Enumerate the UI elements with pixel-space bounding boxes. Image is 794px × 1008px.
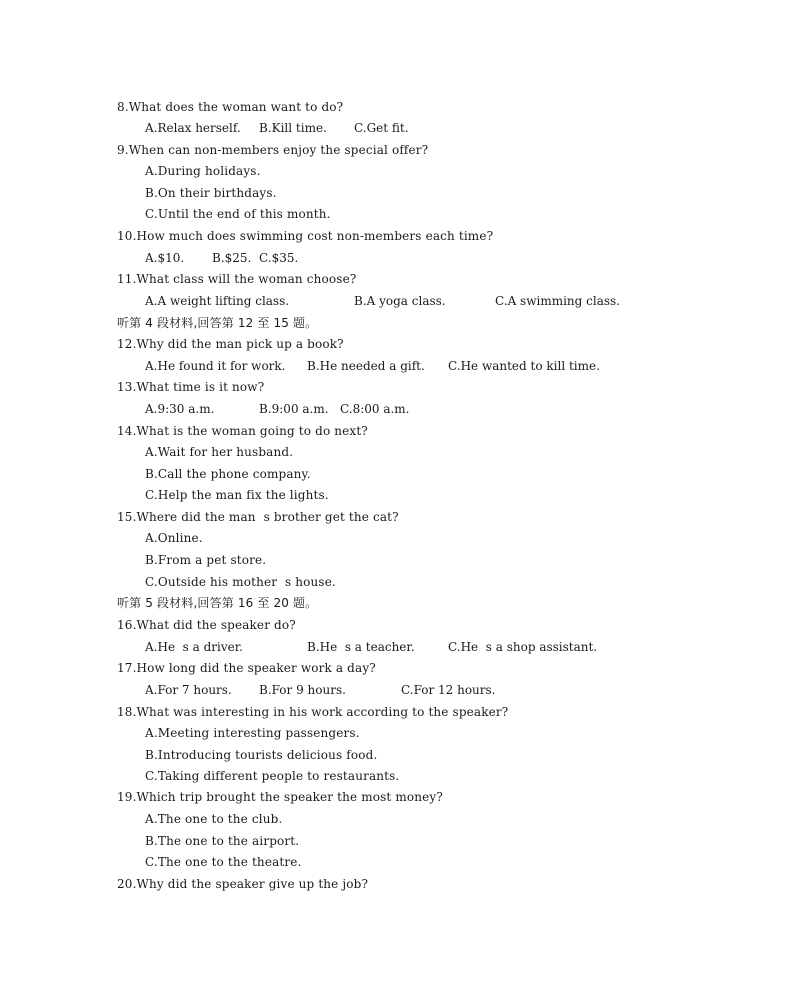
question-10-option-a: A.$10. <box>145 251 185 265</box>
question-16-option-b: B.He s a teacher. <box>307 640 415 654</box>
question-11-option-c: C.A swimming class. <box>495 294 620 308</box>
question-12-option-b: B.He needed a gift. <box>307 359 425 373</box>
question-14-stem: 14.What is the woman going to do next? <box>117 424 368 438</box>
question-16-option-a: A.He s a driver. <box>145 640 243 654</box>
question-18-stem: 18.What was interesting in his work according to the speaker? <box>117 705 509 719</box>
question-18-option-a: A.Meeting interesting passengers. <box>145 726 360 740</box>
question-16-option-c: C.He s a shop assistant. <box>448 640 598 654</box>
question-10-stem: 10.How much does swimming cost non-members each time? <box>117 229 494 243</box>
question-12-option-c: C.He wanted to kill time. <box>448 359 600 373</box>
question-9-option-b: B.On their birthdays. <box>145 186 277 200</box>
question-19-option-a: A.The one to the club. <box>145 812 283 826</box>
question-12-option-a: A.He found it for work. <box>145 359 286 373</box>
question-14-option-c: C.Help the man fix the lights. <box>145 488 329 502</box>
question-15-option-a: A.Online. <box>145 531 203 545</box>
question-9-option-c: C.Until the end of this month. <box>145 207 331 221</box>
question-17-stem: 17.How long did the speaker work a day? <box>117 661 376 675</box>
question-19-option-c: C.The one to the theatre. <box>145 855 302 869</box>
question-11-stem: 11.What class will the woman choose? <box>117 272 357 286</box>
question-9-stem: 9.When can non-members enjoy the special offer? <box>117 143 429 157</box>
question-12-stem: 12.Why did the man pick up a book? <box>117 337 344 351</box>
question-15-stem: 15.Where did the man s brother get the cat? <box>117 510 399 524</box>
question-11-option-b: B.A yoga class. <box>354 294 446 308</box>
question-14-option-a: A.Wait for her husband. <box>145 445 294 459</box>
section-4-instruction: 听第 4 段材料,回答第 12 至 15 题。 <box>117 316 318 330</box>
section-5-instruction: 听第 5 段材料,回答第 16 至 20 题。 <box>117 596 318 610</box>
question-8-option-a: A.Relax herself. <box>145 121 241 135</box>
question-11-option-a: A.A weight lifting class. <box>145 294 290 308</box>
question-17-option-b: B.For 9 hours. <box>259 683 346 697</box>
question-8-stem: 8.What does the woman want to do? <box>117 100 344 114</box>
question-9-option-a: A.During holidays. <box>145 164 261 178</box>
question-18-option-b: B.Introducing tourists delicious food. <box>145 748 378 762</box>
question-13-option-c: C.8:00 a.m. <box>340 402 410 416</box>
question-15-option-b: B.From a pet store. <box>145 553 267 567</box>
question-13-option-a: A.9:30 a.m. <box>145 402 215 416</box>
question-16-stem: 16.What did the speaker do? <box>117 618 296 632</box>
question-10-option-c: C.$35. <box>259 251 299 265</box>
question-18-option-c: C.Taking different people to restaurants. <box>145 769 400 783</box>
question-13-option-b: B.9:00 a.m. <box>259 402 329 416</box>
question-19-stem: 19.Which trip brought the speaker the most money? <box>117 790 443 804</box>
question-17-option-a: A.For 7 hours. <box>145 683 232 697</box>
question-15-option-c: C.Outside his mother s house. <box>145 575 336 589</box>
question-10-option-b: B.$25. <box>212 251 252 265</box>
question-8-option-c: C.Get fit. <box>354 121 409 135</box>
question-13-stem: 13.What time is it now? <box>117 380 265 394</box>
question-20-stem: 20.Why did the speaker give up the job? <box>117 877 369 891</box>
question-17-option-c: C.For 12 hours. <box>401 683 496 697</box>
question-19-option-b: B.The one to the airport. <box>145 834 300 848</box>
question-14-option-b: B.Call the phone company. <box>145 467 311 481</box>
question-8-option-b: B.Kill time. <box>259 121 327 135</box>
